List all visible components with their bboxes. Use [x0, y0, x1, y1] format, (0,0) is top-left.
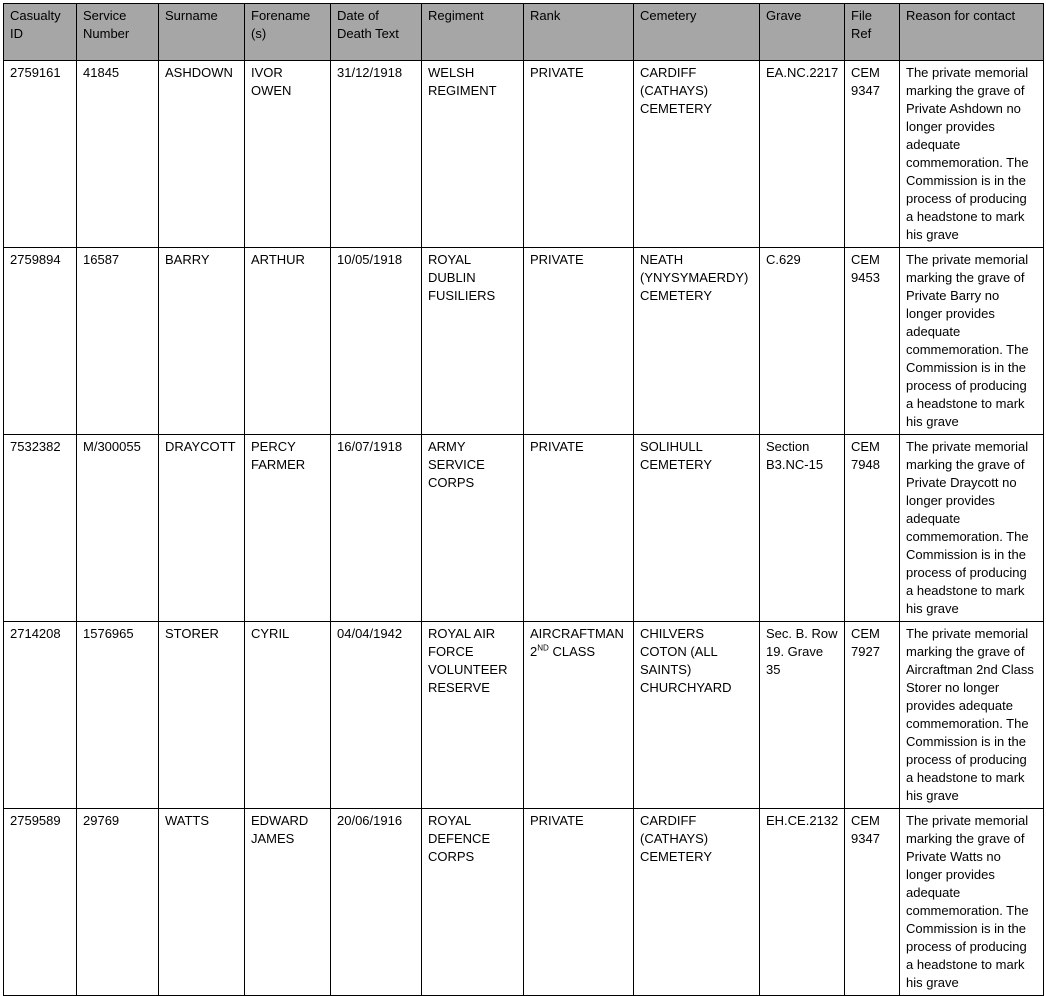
cell-cemetery: NEATH (YNYSYMAERDY) CEMETERY: [634, 248, 760, 435]
cell-surname: BARRY: [159, 248, 245, 435]
cell-date_of_death: 16/07/1918: [331, 435, 422, 622]
column-header-regiment: Regiment: [422, 4, 524, 61]
cell-surname: WATTS: [159, 809, 245, 996]
column-header-reason: Reason for contact: [900, 4, 1044, 61]
cell-regiment: ARMY SERVICE CORPS: [422, 435, 524, 622]
column-header-file_ref: File Ref: [845, 4, 900, 61]
cell-regiment: WELSH REGIMENT: [422, 61, 524, 248]
cell-surname: ASHDOWN: [159, 61, 245, 248]
cell-file_ref: CEM 9453: [845, 248, 900, 435]
table-row: [4, 809, 1044, 996]
casualty-records-table: [3, 3, 1044, 996]
cell-regiment: ROYAL AIR FORCE VOLUNTEER RESERVE: [422, 622, 524, 809]
cell-casualty_id: 2759589: [4, 809, 77, 996]
rank-text: PRIVATE: [530, 439, 584, 454]
cell-grave: Section B3.NC-15: [760, 435, 845, 622]
cell-cemetery: SOLIHULL CEMETERY: [634, 435, 760, 622]
cell-regiment: ROYAL DUBLIN FUSILIERS: [422, 248, 524, 435]
column-header-casualty_id: Casualty ID: [4, 4, 77, 61]
column-header-grave: Grave: [760, 4, 845, 61]
cell-date_of_death: 04/04/1942: [331, 622, 422, 809]
cell-forenames: EDWARD JAMES: [245, 809, 331, 996]
cell-surname: STORER: [159, 622, 245, 809]
cell-date_of_death: 31/12/1918: [331, 61, 422, 248]
cell-grave: EA.NC.2217: [760, 61, 845, 248]
cell-service_number: M/300055: [77, 435, 159, 622]
cell-service_number: 41845: [77, 61, 159, 248]
cell-file_ref: CEM 7927: [845, 622, 900, 809]
cell-forenames: ARTHUR: [245, 248, 331, 435]
cell-forenames: PERCY FARMER: [245, 435, 331, 622]
cell-reason: The private memorial marking the grave of Private Barry no longer provides adequate commemoration. The Commission is in the process of producing a headstone to mark his grave: [900, 248, 1044, 435]
table-body: [4, 61, 1044, 996]
column-header-surname: Surname: [159, 4, 245, 61]
cell-grave: C.629: [760, 248, 845, 435]
table-row: [4, 61, 1044, 248]
column-header-cemetery: Cemetery: [634, 4, 760, 61]
column-header-date_of_death: Date of Death Text: [331, 4, 422, 61]
cell-casualty_id: 7532382: [4, 435, 77, 622]
cell-cemetery: CHILVERS COTON (ALL SAINTS) CHURCHYARD: [634, 622, 760, 809]
cell-cemetery: CARDIFF (CATHAYS) CEMETERY: [634, 809, 760, 996]
cell-reason: The private memorial marking the grave of Private Ashdown no longer provides adequate commemoration. The Commission is in the process of producing a headstone to mark his grave: [900, 61, 1044, 248]
cell-rank: [524, 248, 634, 435]
cell-regiment: ROYAL DEFENCE CORPS: [422, 809, 524, 996]
cell-date_of_death: 10/05/1918: [331, 248, 422, 435]
table-row: [4, 248, 1044, 435]
cell-surname: DRAYCOTT: [159, 435, 245, 622]
cell-casualty_id: 2759161: [4, 61, 77, 248]
table-row: [4, 435, 1044, 622]
cell-grave: EH.CE.2132: [760, 809, 845, 996]
cell-file_ref: CEM 9347: [845, 809, 900, 996]
cell-file_ref: CEM 7948: [845, 435, 900, 622]
cell-rank: [524, 435, 634, 622]
rank-text: AIRCRAFTMAN 2: [530, 626, 624, 659]
column-header-service_number: Service Number: [77, 4, 159, 61]
cell-date_of_death: 20/06/1916: [331, 809, 422, 996]
cell-forenames: IVOR OWEN: [245, 61, 331, 248]
column-header-rank: Rank: [524, 4, 634, 61]
table-row: [4, 622, 1044, 809]
rank-text: PRIVATE: [530, 252, 584, 267]
cell-reason: The private memorial marking the grave of Private Draycott no longer provides adequate commemoration. The Commission is in the process of producing a headstone to mark his grave: [900, 435, 1044, 622]
rank-text: PRIVATE: [530, 65, 584, 80]
cell-casualty_id: 2759894: [4, 248, 77, 435]
cell-service_number: 29769: [77, 809, 159, 996]
cell-reason: The private memorial marking the grave of Private Watts no longer provides adequate commemoration. The Commission is in the process of producing a headstone to mark his grave: [900, 809, 1044, 996]
cell-cemetery: CARDIFF (CATHAYS) CEMETERY: [634, 61, 760, 248]
cell-file_ref: CEM 9347: [845, 61, 900, 248]
cell-forenames: CYRIL: [245, 622, 331, 809]
cell-casualty_id: 2714208: [4, 622, 77, 809]
rank-text: CLASS: [548, 644, 596, 659]
column-header-forenames: Forename (s): [245, 4, 331, 61]
cell-service_number: 1576965: [77, 622, 159, 809]
cell-service_number: 16587: [77, 248, 159, 435]
cell-rank: [524, 61, 634, 248]
cell-grave: Sec. B. Row 19. Grave 35: [760, 622, 845, 809]
rank-ordinal-superscript: ND: [537, 643, 549, 653]
cell-rank: [524, 622, 634, 809]
cell-reason: The private memorial marking the grave of Aircraftman 2nd Class Storer no longer provides adequate commemoration. The Commission is in the process of producing a headstone to mark his grave: [900, 622, 1044, 809]
header-row: [4, 4, 1044, 61]
cell-rank: [524, 809, 634, 996]
table-header: [4, 4, 1044, 61]
rank-text: PRIVATE: [530, 813, 584, 828]
